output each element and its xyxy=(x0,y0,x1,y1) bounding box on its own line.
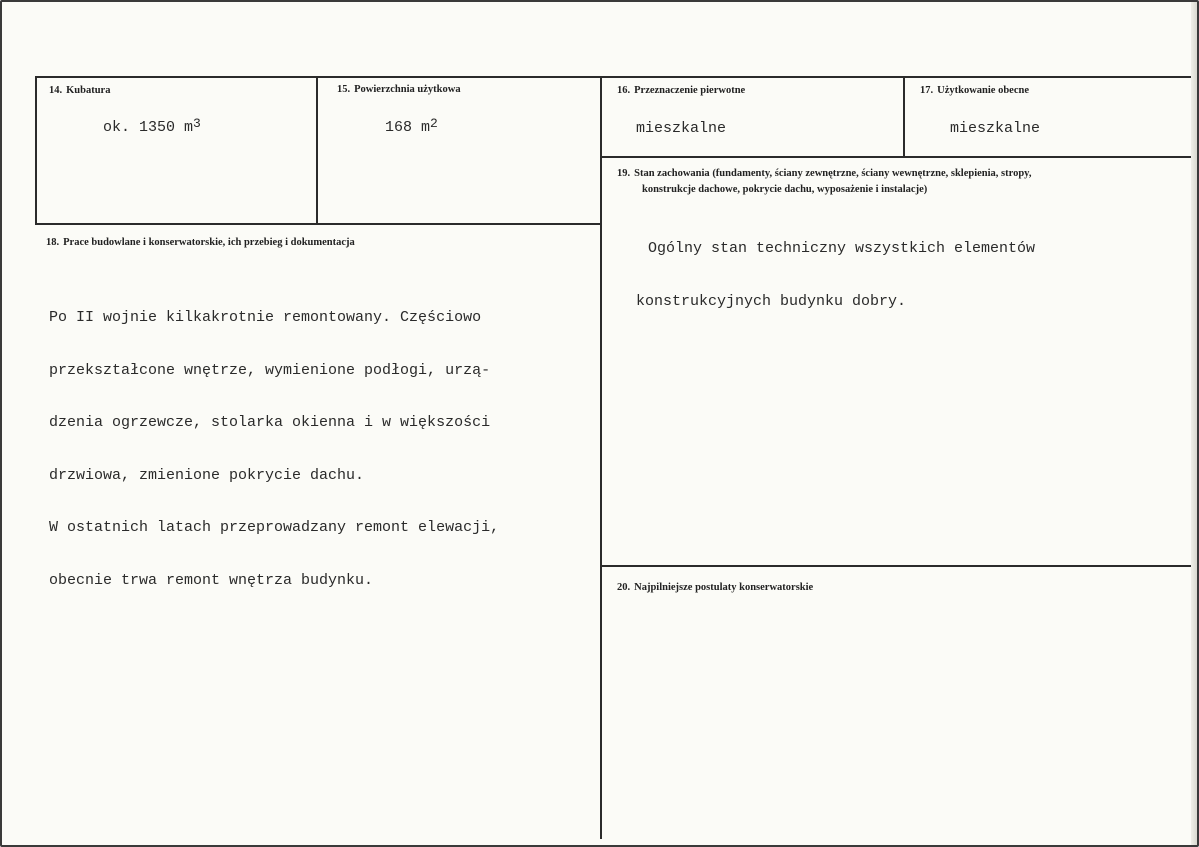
field-19-line: konstrukcyjnych budynku dobry. xyxy=(636,292,907,310)
field-15-value xyxy=(385,116,438,137)
field-20-label xyxy=(617,580,813,595)
field-18-line: obecnie trwa remont wnętrza budynku. xyxy=(49,571,374,589)
field-19-label xyxy=(617,166,1031,181)
field-15-title: Powierzchnia użytkowa xyxy=(354,84,461,95)
divider-top xyxy=(35,76,1197,78)
field-14-label xyxy=(49,83,110,98)
field-18-title: Prace budowlane i konserwatorskie, ich przebieg i dokumentacja xyxy=(63,237,355,248)
field-14-number: 14. xyxy=(49,85,63,96)
divider-center xyxy=(600,76,602,839)
field-18-line: dzenia ogrzewcze, stolarka okienna i w większości xyxy=(49,414,491,431)
field-15-number: 15. xyxy=(337,84,351,95)
area-exponent: 2 xyxy=(430,116,438,131)
divider-mid-left xyxy=(35,223,602,225)
field-15-label xyxy=(337,82,461,97)
field-14-value xyxy=(103,116,201,137)
field-16-title: Przeznaczenie pierwotne xyxy=(634,85,746,96)
field-16-number: 16. xyxy=(617,85,631,96)
field-19-title: Stan zachowania xyxy=(634,168,710,179)
field-17-label xyxy=(920,83,1029,98)
field-16-label xyxy=(617,83,745,98)
area-value: 168 m xyxy=(385,119,431,136)
field-19-text xyxy=(636,205,1035,345)
field-18-line: Po II wojnie kilkakrotnie remontowany. Częściowo xyxy=(49,309,482,326)
cubature-value: ok. 1350 m xyxy=(103,119,194,136)
divider-col-17 xyxy=(903,76,905,158)
field-18-label xyxy=(46,235,355,250)
field-18-line: drzwiowa, zmienione pokrycie dachu. xyxy=(49,466,365,484)
field-20-number: 20. xyxy=(617,582,631,593)
divider-col-15 xyxy=(316,76,318,225)
field-19-line: Ogólny stan techniczny wszystkich elementów xyxy=(648,240,1036,257)
field-14-title: Kubatura xyxy=(66,85,111,96)
field-18-number: 18. xyxy=(46,237,60,248)
divider-lower-right xyxy=(602,565,1197,567)
divider-left-edge xyxy=(35,76,37,225)
field-18-line: przekształcone wnętrze, wymienione podłogi, urzą- xyxy=(49,361,491,379)
field-17-title: Użytkowanie obecne xyxy=(937,85,1029,96)
cubature-exponent: 3 xyxy=(193,116,201,131)
field-18-text xyxy=(49,274,499,624)
divider-mid-right xyxy=(602,156,1197,158)
field-16-value: mieszkalne xyxy=(636,120,727,137)
field-19-number: 19. xyxy=(617,168,631,179)
field-20-title: Najpilniejsze postulaty konserwatorskie xyxy=(634,582,814,593)
field-17-value: mieszkalne xyxy=(950,120,1041,137)
paper-edge xyxy=(1191,2,1197,847)
field-18-line: W ostatnich latach przeprowadzany remont elewacji, xyxy=(49,519,500,536)
field-19-subtitle-2: konstrukcje dachowe, pokrycie dachu, wyposażenie i instalacje) xyxy=(642,184,928,195)
field-19-subtitle-1: (fundamenty, ściany zewnętrzne, ściany wewnętrzne, sklepienia, stropy, xyxy=(712,168,1032,179)
field-17-number: 17. xyxy=(920,85,934,96)
